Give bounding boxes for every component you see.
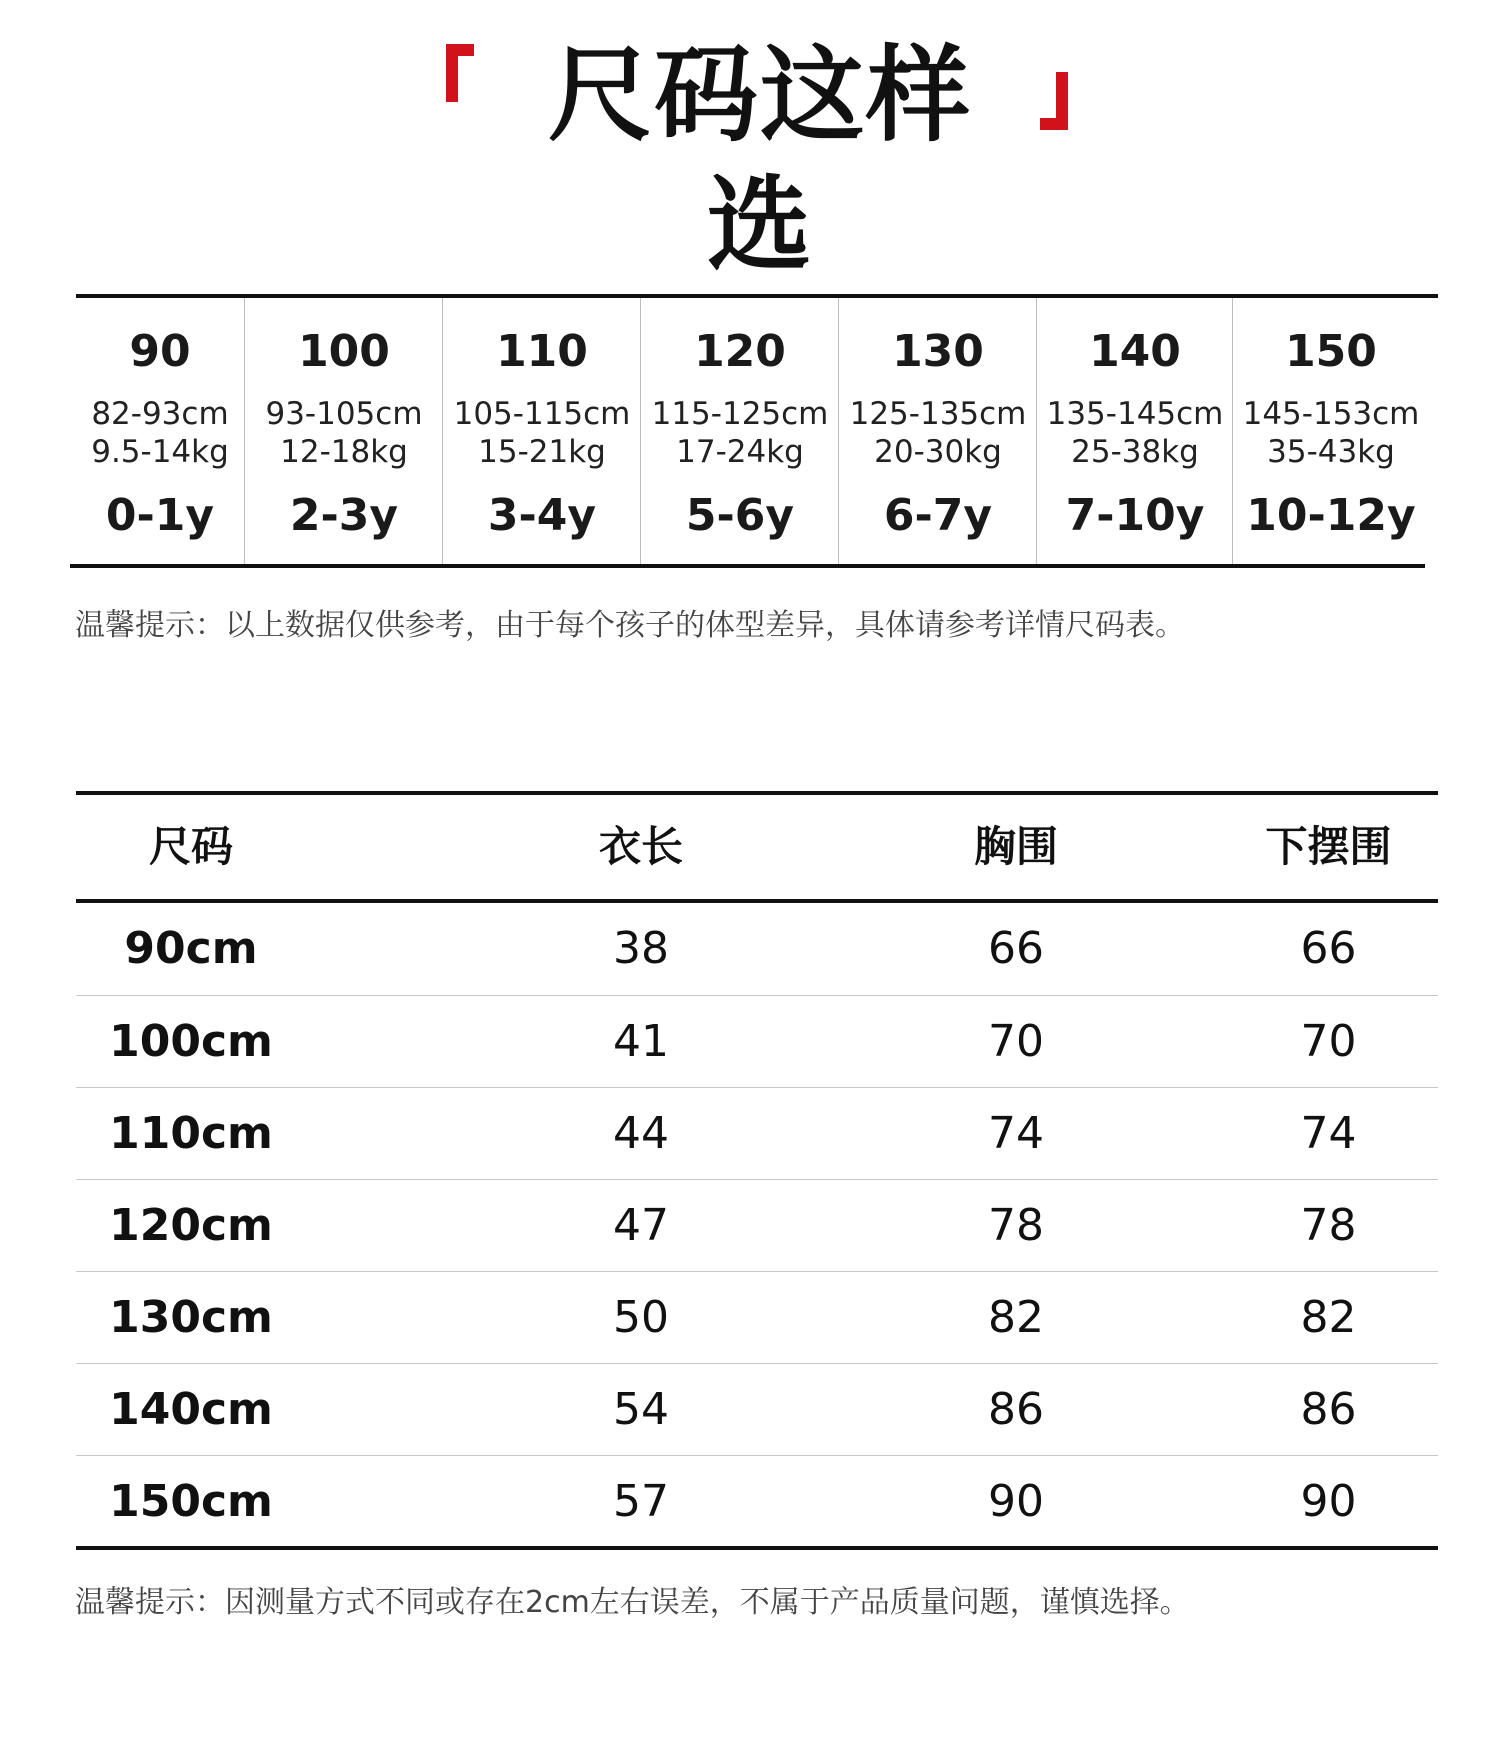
size-label: 130	[892, 326, 984, 377]
size-cell: 120cm	[109, 1200, 273, 1251]
table-row	[76, 1087, 1438, 1180]
size-range-column	[244, 298, 443, 564]
chest-cell: 66	[988, 923, 1044, 974]
weight-range: 12-18kg	[280, 434, 408, 470]
close-corner-bracket-icon	[1040, 72, 1074, 130]
weight-range: 20-30kg	[874, 434, 1002, 470]
hem-cell: 70	[1300, 1016, 1357, 1067]
hem-cell: 66	[1300, 923, 1357, 974]
size-label: 90	[129, 326, 191, 377]
size-cell: 100cm	[109, 1016, 273, 1067]
height-range: 145-153cm	[1242, 396, 1420, 432]
table-row	[76, 995, 1438, 1088]
size-cell: 150cm	[109, 1476, 273, 1527]
size-cell: 90cm	[124, 923, 258, 974]
size-label: 100	[298, 326, 390, 377]
table-row	[76, 1271, 1438, 1364]
age-range: 7-10y	[1065, 490, 1205, 541]
size-range-column	[838, 298, 1037, 564]
age-range: 0-1y	[105, 490, 215, 541]
table-row	[76, 903, 1438, 995]
hem-cell: 74	[1300, 1108, 1357, 1159]
hem-cell: 82	[1300, 1292, 1357, 1343]
weight-range: 35-43kg	[1267, 434, 1395, 470]
page-title: 尺码这样选	[547, 34, 972, 286]
size-label: 140	[1089, 326, 1181, 377]
weight-range: 25-38kg	[1071, 434, 1199, 470]
length-cell: 54	[613, 1384, 669, 1435]
height-range: 125-135cm	[849, 396, 1027, 432]
size-range-column	[442, 298, 641, 564]
length-cell: 57	[613, 1476, 669, 1527]
weight-range: 9.5-14kg	[91, 434, 229, 470]
height-range: 93-105cm	[265, 396, 423, 432]
weight-range: 17-24kg	[676, 434, 804, 470]
column-header-size: 尺码	[148, 822, 233, 871]
hem-cell: 86	[1300, 1384, 1357, 1435]
length-cell: 44	[613, 1108, 669, 1159]
hem-cell: 90	[1300, 1476, 1357, 1527]
chest-cell: 90	[988, 1476, 1044, 1527]
height-range: 105-115cm	[453, 396, 631, 432]
measurement-note: 温馨提示：因测量方式不同或存在2cm左右误差，不属于产品质量问题，谨慎选择。	[75, 1585, 1190, 1620]
height-range: 82-93cm	[91, 396, 229, 432]
age-range: 10-12y	[1246, 490, 1416, 541]
size-label: 150	[1285, 326, 1377, 377]
length-cell: 50	[613, 1292, 669, 1343]
size-range-column	[1232, 298, 1429, 564]
open-corner-bracket-icon	[440, 44, 474, 102]
size-label: 110	[496, 326, 588, 377]
title-section	[0, 30, 1500, 286]
size-label: 120	[694, 326, 786, 377]
length-cell: 41	[613, 1016, 669, 1067]
table-bottom-rule	[70, 564, 1425, 568]
size-range-column	[640, 298, 839, 564]
age-range: 3-4y	[487, 490, 597, 541]
size-cell: 110cm	[109, 1108, 273, 1159]
table-bottom-rule	[76, 1546, 1438, 1550]
chest-cell: 70	[988, 1016, 1044, 1067]
table-header	[76, 795, 1438, 899]
table-row	[76, 1179, 1438, 1272]
size-range-column	[76, 298, 244, 564]
height-range: 135-145cm	[1046, 396, 1224, 432]
size-cell: 140cm	[109, 1384, 273, 1435]
age-range: 5-6y	[685, 490, 795, 541]
chest-cell: 86	[988, 1384, 1044, 1435]
column-header-hem: 下摆围	[1265, 822, 1392, 871]
weight-range: 15-21kg	[478, 434, 606, 470]
size-range-column	[1036, 298, 1233, 564]
length-cell: 47	[613, 1200, 669, 1251]
height-range: 115-125cm	[651, 396, 829, 432]
size-range-note: 温馨提示：以上数据仅供参考，由于每个孩子的体型差异，具体请参考详情尺码表。	[75, 608, 1185, 643]
table-row	[76, 1455, 1438, 1548]
length-cell: 38	[613, 923, 669, 974]
chest-cell: 74	[988, 1108, 1044, 1159]
table-row	[76, 1363, 1438, 1456]
column-header-length: 衣长	[598, 822, 683, 871]
column-header-chest: 胸围	[973, 822, 1058, 871]
size-cell: 130cm	[109, 1292, 273, 1343]
hem-cell: 78	[1300, 1200, 1357, 1251]
chest-cell: 82	[988, 1292, 1044, 1343]
age-range: 6-7y	[883, 490, 993, 541]
age-range: 2-3y	[289, 490, 399, 541]
chest-cell: 78	[988, 1200, 1044, 1251]
